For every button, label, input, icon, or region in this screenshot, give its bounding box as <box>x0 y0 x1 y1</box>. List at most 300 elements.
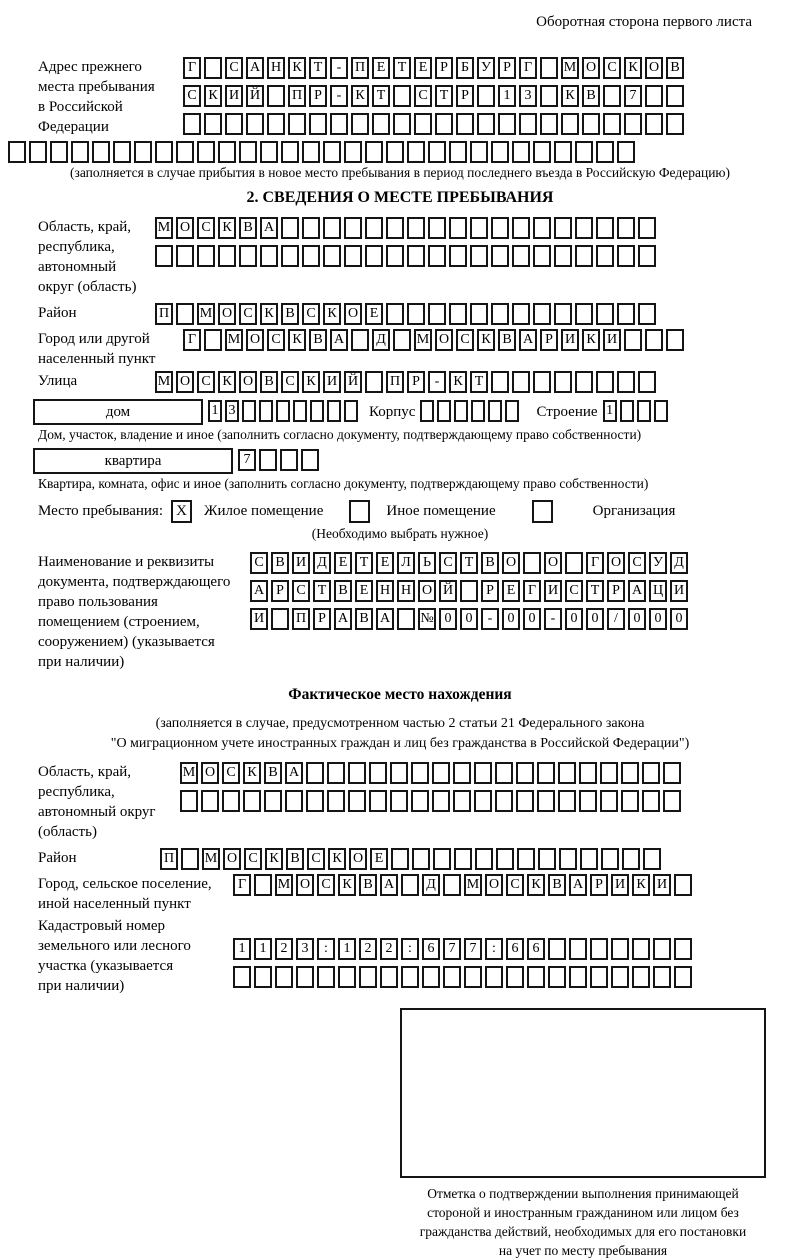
char-cell[interactable]: В <box>582 85 600 107</box>
char-cell[interactable] <box>496 848 514 870</box>
char-cell[interactable] <box>453 762 471 784</box>
char-cell[interactable] <box>554 141 572 163</box>
char-cell[interactable]: В <box>548 874 566 896</box>
char-cell[interactable]: О <box>239 371 257 393</box>
char-cell[interactable] <box>428 141 446 163</box>
char-cell[interactable] <box>653 966 671 988</box>
char-cell[interactable]: - <box>330 85 348 107</box>
char-cell[interactable]: 1 <box>603 400 617 422</box>
char-cell[interactable] <box>183 113 201 135</box>
char-cell[interactable] <box>197 141 215 163</box>
char-cell[interactable] <box>590 966 608 988</box>
char-cell[interactable]: 0 <box>649 608 667 630</box>
char-cell[interactable] <box>603 85 621 107</box>
char-cell[interactable]: 7 <box>624 85 642 107</box>
char-cell[interactable]: Р <box>407 371 425 393</box>
char-cell[interactable]: С <box>197 217 215 239</box>
char-cell[interactable]: О <box>296 874 314 896</box>
char-cell[interactable] <box>666 113 684 135</box>
char-cell[interactable]: 6 <box>506 938 524 960</box>
char-cell[interactable] <box>498 113 516 135</box>
char-cell[interactable]: Т <box>460 552 478 574</box>
char-cell[interactable]: Р <box>590 874 608 896</box>
char-cell[interactable] <box>309 113 327 135</box>
char-cell[interactable]: Ц <box>649 580 667 602</box>
char-cell[interactable] <box>386 141 404 163</box>
char-cell[interactable] <box>344 141 362 163</box>
char-cell[interactable]: 3 <box>296 938 314 960</box>
char-cell[interactable]: С <box>225 57 243 79</box>
char-cell[interactable]: И <box>561 329 579 351</box>
char-cell[interactable]: К <box>527 874 545 896</box>
char-cell[interactable] <box>281 141 299 163</box>
char-cell[interactable] <box>548 938 566 960</box>
char-cell[interactable]: 6 <box>422 938 440 960</box>
char-cell[interactable] <box>435 113 453 135</box>
char-cell[interactable]: 7 <box>238 449 256 471</box>
char-cell[interactable] <box>204 57 222 79</box>
char-cell[interactable] <box>176 141 194 163</box>
char-cell[interactable]: 7 <box>464 938 482 960</box>
char-cell[interactable] <box>302 245 320 267</box>
char-cell[interactable] <box>456 113 474 135</box>
char-cell[interactable]: В <box>666 57 684 79</box>
char-cell[interactable]: Д <box>372 329 390 351</box>
char-cell[interactable] <box>259 449 277 471</box>
char-cell[interactable] <box>617 217 635 239</box>
char-cell[interactable] <box>454 848 472 870</box>
char-cell[interactable] <box>548 966 566 988</box>
char-cell[interactable]: В <box>498 329 516 351</box>
char-cell[interactable]: М <box>197 303 215 325</box>
char-cell[interactable] <box>622 848 640 870</box>
char-cell[interactable] <box>533 303 551 325</box>
char-cell[interactable] <box>411 762 429 784</box>
char-cell[interactable]: К <box>260 303 278 325</box>
char-cell[interactable] <box>554 245 572 267</box>
char-cell[interactable]: В <box>239 217 257 239</box>
char-cell[interactable] <box>491 141 509 163</box>
char-cell[interactable] <box>600 762 618 784</box>
char-cell[interactable] <box>575 245 593 267</box>
char-cell[interactable]: В <box>264 762 282 784</box>
char-cell[interactable]: Й <box>246 85 264 107</box>
char-cell[interactable]: 0 <box>439 608 457 630</box>
char-cell[interactable]: В <box>359 874 377 896</box>
char-cell[interactable]: К <box>328 848 346 870</box>
char-cell[interactable] <box>254 966 272 988</box>
char-cell[interactable] <box>477 85 495 107</box>
char-cell[interactable]: О <box>218 303 236 325</box>
char-cell[interactable]: Н <box>267 57 285 79</box>
char-cell[interactable] <box>380 966 398 988</box>
char-cell[interactable]: Е <box>376 552 394 574</box>
char-cell[interactable] <box>624 329 642 351</box>
char-cell[interactable] <box>181 848 199 870</box>
char-cell[interactable]: Е <box>365 303 383 325</box>
char-cell[interactable]: А <box>250 580 268 602</box>
char-cell[interactable] <box>259 400 273 422</box>
char-cell[interactable] <box>285 790 303 812</box>
char-cell[interactable]: Т <box>470 371 488 393</box>
char-cell[interactable]: : <box>401 938 419 960</box>
char-cell[interactable]: К <box>288 329 306 351</box>
char-cell[interactable] <box>302 141 320 163</box>
actual-district-cells[interactable] <box>160 848 664 870</box>
char-cell[interactable]: М <box>414 329 432 351</box>
char-cell[interactable] <box>134 141 152 163</box>
char-cell[interactable] <box>579 790 597 812</box>
char-cell[interactable] <box>359 966 377 988</box>
char-cell[interactable]: М <box>155 217 173 239</box>
char-cell[interactable]: С <box>183 85 201 107</box>
char-cell[interactable] <box>260 141 278 163</box>
char-cell[interactable]: О <box>201 762 219 784</box>
char-cell[interactable]: 2 <box>380 938 398 960</box>
char-cell[interactable]: И <box>611 874 629 896</box>
char-cell[interactable] <box>558 762 576 784</box>
char-cell[interactable]: В <box>309 329 327 351</box>
char-cell[interactable]: К <box>624 57 642 79</box>
char-cell[interactable] <box>344 217 362 239</box>
char-cell[interactable]: К <box>218 371 236 393</box>
char-cell[interactable] <box>533 371 551 393</box>
char-cell[interactable]: У <box>477 57 495 79</box>
char-cell[interactable]: М <box>275 874 293 896</box>
char-cell[interactable] <box>301 449 319 471</box>
char-cell[interactable] <box>327 400 341 422</box>
char-cell[interactable] <box>344 245 362 267</box>
char-cell[interactable] <box>454 400 468 422</box>
char-cell[interactable]: А <box>569 874 587 896</box>
char-cell[interactable]: О <box>544 552 562 574</box>
char-cell[interactable] <box>554 217 572 239</box>
char-cell[interactable] <box>225 113 243 135</box>
char-cell[interactable]: 0 <box>523 608 541 630</box>
char-cell[interactable] <box>603 113 621 135</box>
char-cell[interactable] <box>275 966 293 988</box>
char-cell[interactable] <box>575 371 593 393</box>
char-cell[interactable] <box>495 762 513 784</box>
char-cell[interactable] <box>617 371 635 393</box>
char-cell[interactable] <box>351 329 369 351</box>
char-cell[interactable] <box>92 141 110 163</box>
char-cell[interactable] <box>517 848 535 870</box>
char-cell[interactable]: Е <box>370 848 388 870</box>
checkbox-organization[interactable] <box>532 500 553 523</box>
char-cell[interactable] <box>323 217 341 239</box>
char-cell[interactable] <box>470 217 488 239</box>
char-cell[interactable] <box>538 848 556 870</box>
char-cell[interactable] <box>512 303 530 325</box>
char-cell[interactable]: В <box>281 303 299 325</box>
char-cell[interactable]: У <box>649 552 667 574</box>
document-cells-row3[interactable] <box>250 608 691 630</box>
char-cell[interactable]: Й <box>439 580 457 602</box>
char-cell[interactable] <box>393 85 411 107</box>
char-cell[interactable]: С <box>292 580 310 602</box>
char-cell[interactable] <box>180 790 198 812</box>
char-cell[interactable] <box>643 848 661 870</box>
char-cell[interactable] <box>495 790 513 812</box>
char-cell[interactable] <box>617 141 635 163</box>
char-cell[interactable]: О <box>485 874 503 896</box>
char-cell[interactable] <box>204 113 222 135</box>
char-cell[interactable]: - <box>481 608 499 630</box>
korpus-cells[interactable] <box>420 400 522 422</box>
char-cell[interactable] <box>569 938 587 960</box>
char-cell[interactable]: Г <box>183 329 201 351</box>
char-cell[interactable]: О <box>176 371 194 393</box>
char-cell[interactable] <box>351 113 369 135</box>
char-cell[interactable]: Н <box>397 580 415 602</box>
char-cell[interactable] <box>428 245 446 267</box>
char-cell[interactable] <box>267 85 285 107</box>
actual-city-cells[interactable] <box>233 874 695 896</box>
char-cell[interactable] <box>233 966 251 988</box>
char-cell[interactable]: О <box>344 303 362 325</box>
char-cell[interactable] <box>276 400 290 422</box>
char-cell[interactable]: Т <box>372 85 390 107</box>
char-cell[interactable]: С <box>603 57 621 79</box>
char-cell[interactable] <box>407 303 425 325</box>
char-cell[interactable] <box>222 790 240 812</box>
char-cell[interactable] <box>470 303 488 325</box>
prev-address-cells-row4-full[interactable] <box>8 141 792 163</box>
char-cell[interactable] <box>391 848 409 870</box>
char-cell[interactable] <box>422 966 440 988</box>
char-cell[interactable]: Т <box>309 57 327 79</box>
street-cells[interactable] <box>155 371 659 393</box>
char-cell[interactable] <box>565 552 583 574</box>
char-cell[interactable] <box>523 552 541 574</box>
char-cell[interactable] <box>533 245 551 267</box>
char-cell[interactable] <box>638 303 656 325</box>
char-cell[interactable] <box>645 85 663 107</box>
char-cell[interactable]: И <box>323 371 341 393</box>
char-cell[interactable]: 3 <box>519 85 537 107</box>
char-cell[interactable]: В <box>286 848 304 870</box>
char-cell[interactable] <box>8 141 26 163</box>
char-cell[interactable]: С <box>506 874 524 896</box>
char-cell[interactable] <box>204 329 222 351</box>
char-cell[interactable]: 0 <box>502 608 520 630</box>
char-cell[interactable]: П <box>351 57 369 79</box>
char-cell[interactable]: П <box>288 85 306 107</box>
char-cell[interactable] <box>296 966 314 988</box>
char-cell[interactable] <box>393 113 411 135</box>
stroenie-cells[interactable] <box>603 400 671 422</box>
char-cell[interactable] <box>569 966 587 988</box>
char-cell[interactable] <box>50 141 68 163</box>
char-cell[interactable] <box>470 141 488 163</box>
document-cells-row2[interactable] <box>250 580 691 602</box>
char-cell[interactable] <box>645 113 663 135</box>
char-cell[interactable]: Д <box>422 874 440 896</box>
char-cell[interactable]: А <box>330 329 348 351</box>
char-cell[interactable] <box>264 790 282 812</box>
char-cell[interactable]: 2 <box>359 938 377 960</box>
char-cell[interactable]: А <box>376 608 394 630</box>
char-cell[interactable]: П <box>386 371 404 393</box>
char-cell[interactable] <box>218 245 236 267</box>
char-cell[interactable]: Р <box>498 57 516 79</box>
char-cell[interactable] <box>327 762 345 784</box>
char-cell[interactable] <box>365 141 383 163</box>
char-cell[interactable]: П <box>155 303 173 325</box>
char-cell[interactable] <box>306 762 324 784</box>
char-cell[interactable] <box>617 245 635 267</box>
char-cell[interactable] <box>293 400 307 422</box>
char-cell[interactable] <box>407 141 425 163</box>
char-cell[interactable]: К <box>632 874 650 896</box>
char-cell[interactable]: А <box>628 580 646 602</box>
char-cell[interactable]: А <box>285 762 303 784</box>
char-cell[interactable] <box>485 966 503 988</box>
char-cell[interactable] <box>611 938 629 960</box>
char-cell[interactable] <box>397 608 415 630</box>
char-cell[interactable]: 6 <box>527 938 545 960</box>
char-cell[interactable]: К <box>582 329 600 351</box>
char-cell[interactable]: Г <box>233 874 251 896</box>
char-cell[interactable] <box>449 303 467 325</box>
char-cell[interactable]: Т <box>435 85 453 107</box>
char-cell[interactable]: М <box>561 57 579 79</box>
char-cell[interactable] <box>666 329 684 351</box>
checkbox-residential[interactable]: X <box>171 500 192 523</box>
region-cells-row1[interactable] <box>155 217 659 239</box>
char-cell[interactable]: И <box>603 329 621 351</box>
char-cell[interactable]: К <box>561 85 579 107</box>
char-cell[interactable] <box>540 113 558 135</box>
char-cell[interactable]: Г <box>183 57 201 79</box>
region-cells-row2[interactable] <box>155 245 659 267</box>
char-cell[interactable] <box>512 371 530 393</box>
char-cell[interactable]: А <box>260 217 278 239</box>
char-cell[interactable]: Т <box>355 552 373 574</box>
char-cell[interactable] <box>176 245 194 267</box>
char-cell[interactable] <box>407 245 425 267</box>
char-cell[interactable]: Р <box>271 580 289 602</box>
char-cell[interactable]: Е <box>414 57 432 79</box>
cadastral-cells-row1[interactable] <box>233 938 695 960</box>
char-cell[interactable] <box>596 245 614 267</box>
char-cell[interactable]: С <box>414 85 432 107</box>
char-cell[interactable] <box>596 371 614 393</box>
char-cell[interactable] <box>323 141 341 163</box>
char-cell[interactable] <box>632 966 650 988</box>
char-cell[interactable] <box>624 113 642 135</box>
char-cell[interactable]: С <box>267 329 285 351</box>
char-cell[interactable] <box>29 141 47 163</box>
char-cell[interactable] <box>393 329 411 351</box>
char-cell[interactable]: С <box>197 371 215 393</box>
char-cell[interactable]: - <box>428 371 446 393</box>
char-cell[interactable] <box>600 790 618 812</box>
char-cell[interactable] <box>428 303 446 325</box>
char-cell[interactable] <box>437 400 451 422</box>
char-cell[interactable] <box>433 848 451 870</box>
char-cell[interactable]: А <box>246 57 264 79</box>
char-cell[interactable] <box>428 217 446 239</box>
char-cell[interactable] <box>113 141 131 163</box>
char-cell[interactable]: Р <box>435 57 453 79</box>
char-cell[interactable] <box>372 113 390 135</box>
char-cell[interactable]: О <box>223 848 241 870</box>
char-cell[interactable] <box>663 762 681 784</box>
char-cell[interactable] <box>327 790 345 812</box>
char-cell[interactable] <box>306 790 324 812</box>
char-cell[interactable] <box>267 113 285 135</box>
char-cell[interactable] <box>621 790 639 812</box>
char-cell[interactable]: 0 <box>565 608 583 630</box>
char-cell[interactable] <box>575 217 593 239</box>
char-cell[interactable] <box>386 245 404 267</box>
char-cell[interactable] <box>582 113 600 135</box>
char-cell[interactable] <box>470 245 488 267</box>
char-cell[interactable] <box>663 790 681 812</box>
char-cell[interactable]: А <box>519 329 537 351</box>
char-cell[interactable]: Л <box>397 552 415 574</box>
char-cell[interactable]: - <box>544 608 562 630</box>
char-cell[interactable]: К <box>477 329 495 351</box>
char-cell[interactable]: : <box>485 938 503 960</box>
char-cell[interactable] <box>432 762 450 784</box>
char-cell[interactable]: Д <box>670 552 688 574</box>
char-cell[interactable] <box>369 762 387 784</box>
char-cell[interactable]: И <box>250 608 268 630</box>
char-cell[interactable]: К <box>204 85 222 107</box>
char-cell[interactable] <box>642 790 660 812</box>
char-cell[interactable]: А <box>334 608 352 630</box>
char-cell[interactable] <box>155 245 173 267</box>
char-cell[interactable] <box>512 217 530 239</box>
char-cell[interactable] <box>554 303 572 325</box>
char-cell[interactable]: 2 <box>275 938 293 960</box>
char-cell[interactable]: С <box>565 580 583 602</box>
char-cell[interactable] <box>254 874 272 896</box>
char-cell[interactable] <box>432 790 450 812</box>
char-cell[interactable]: О <box>418 580 436 602</box>
char-cell[interactable] <box>460 580 478 602</box>
char-cell[interactable]: П <box>160 848 178 870</box>
char-cell[interactable] <box>411 790 429 812</box>
char-cell[interactable]: 1 <box>208 400 222 422</box>
char-cell[interactable] <box>516 762 534 784</box>
char-cell[interactable]: Е <box>355 580 373 602</box>
char-cell[interactable] <box>260 245 278 267</box>
char-cell[interactable]: О <box>582 57 600 79</box>
char-cell[interactable]: О <box>645 57 663 79</box>
house-cells[interactable] <box>208 400 361 422</box>
char-cell[interactable] <box>637 400 651 422</box>
char-cell[interactable] <box>176 303 194 325</box>
char-cell[interactable] <box>596 141 614 163</box>
char-cell[interactable]: 1 <box>338 938 356 960</box>
char-cell[interactable]: Р <box>456 85 474 107</box>
char-cell[interactable] <box>281 245 299 267</box>
char-cell[interactable] <box>218 141 236 163</box>
char-cell[interactable]: С <box>281 371 299 393</box>
char-cell[interactable] <box>642 762 660 784</box>
char-cell[interactable] <box>590 938 608 960</box>
char-cell[interactable]: Е <box>334 552 352 574</box>
char-cell[interactable] <box>575 141 593 163</box>
char-cell[interactable] <box>638 371 656 393</box>
char-cell[interactable] <box>414 113 432 135</box>
char-cell[interactable]: О <box>435 329 453 351</box>
char-cell[interactable]: И <box>670 580 688 602</box>
